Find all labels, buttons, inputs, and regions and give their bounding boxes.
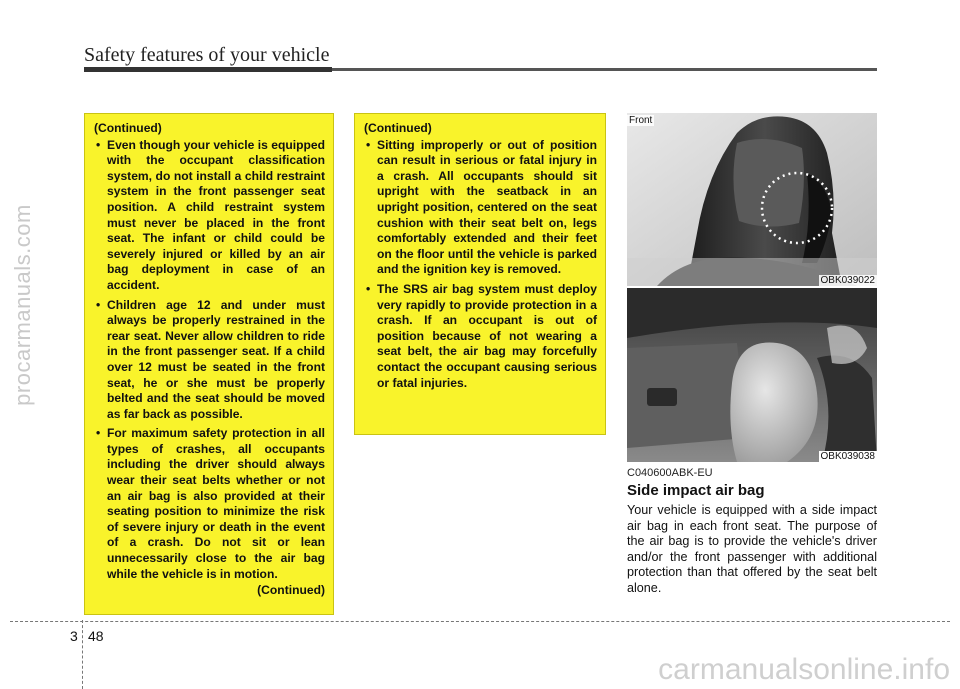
figure-code-label: OBK039038 <box>820 451 875 462</box>
footer-rule <box>10 621 950 622</box>
warning-item: • The SRS air bag system must deploy very rapidly to provide protection in a crash. If an occupant is out of position because of not wearing a seat belt, the air bag may forcefully contact the occupant causing serious or fatal injuries. <box>364 282 597 391</box>
warning-box-left <box>84 113 334 615</box>
warning-item: • Even though your vehicle is equipped with the occupant classification system, do not install a child restraint system in the front passenger seat position. A child restraint system must never be placed in the front seat. The infant or child could be severely injured or killed by an air bag deployment in case of an accident. <box>94 138 325 294</box>
page-header-title: Safety features of your vehicle <box>84 44 330 66</box>
continued-label-top: (Continued) <box>364 121 432 135</box>
airbag-image <box>627 288 877 462</box>
section-body: Your vehicle is equipped with a side impact air bag in each front seat. The purpose of the air bag is to provide the vehicle's driver and/or the front passenger with additional protection than that offered by the seat belt alone. <box>627 503 877 595</box>
warning-list-middle <box>364 138 597 392</box>
continued-label-top: (Continued) <box>94 121 162 135</box>
section-ref-code: C040600ABK-EU <box>627 467 713 479</box>
warning-item: • Children age 12 and under must always be properly restrained in the rear seat. Never allow children to ride in the front passenger seat. If a child over 12 must be seated in the front seat, he or she must be properly belted and the seat should be moved as far back as possible. <box>94 298 325 423</box>
watermark-left: procarmanuals.com <box>10 204 35 406</box>
warning-list-left <box>94 138 325 583</box>
warning-box-middle <box>354 113 606 435</box>
watermark-bottom: carmanualsonline.info <box>658 653 950 686</box>
airbag-illustration <box>627 288 877 462</box>
figure-front-label: Front <box>629 115 653 126</box>
continued-label-bottom: (Continued) <box>257 583 325 598</box>
figure-code-label: OBK039022 <box>820 275 875 286</box>
page-number: 48 <box>88 628 104 644</box>
warning-item: • Sitting improperly or out of position can result in serious or fatal injury in a crash. All occupants should sit upright with the seatback in an upright position, centered on the seat cushion with their seat belt on, legs comfortably extended and their feet on the floor until the vehicle is parked and the ignition key is removed. <box>364 138 597 278</box>
seat-illustration <box>627 113 877 286</box>
header-rule-accent <box>84 67 332 72</box>
section-title: Side impact air bag <box>627 482 765 499</box>
warning-item: • For maximum safety protection in all types of crashes, all occupants including the driver should always wear their seat belts whether or not an air bag is also provided at their seating position to minimize the risk of severe injury or death in the event of a crash. Do not sit or lean unnecessarily close to the air bag while the vehicle is in motion. <box>94 426 325 582</box>
page-chapter-number: 3 <box>70 628 78 644</box>
seat-image <box>627 113 877 286</box>
footer-divider <box>82 620 83 689</box>
